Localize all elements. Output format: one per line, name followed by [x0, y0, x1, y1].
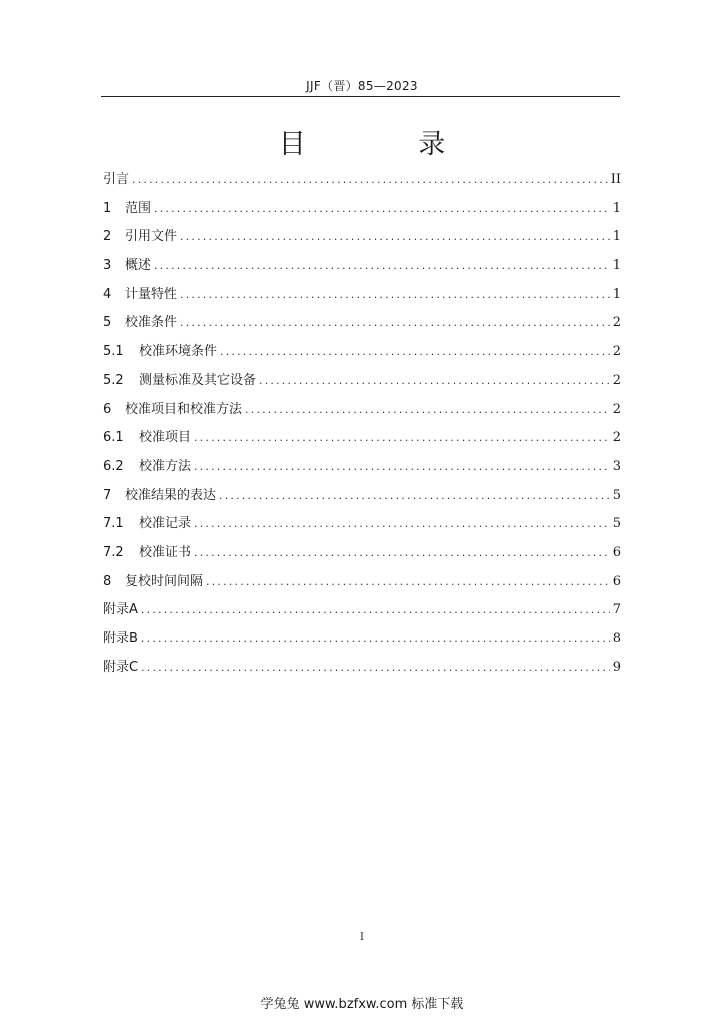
toc-page-number: 2	[612, 344, 621, 360]
toc-page-number: 2	[612, 430, 621, 446]
toc-leader-dots	[194, 453, 610, 482]
toc-leader-dots	[194, 424, 610, 453]
toc-page-number: 5	[612, 487, 621, 503]
toc-entry-label: 概述	[125, 258, 152, 274]
toc-leader-dots	[141, 625, 610, 654]
toc-entry-4[interactable]	[103, 281, 621, 310]
toc-leader-dots	[180, 223, 610, 252]
toc-entry-label: 校准记录	[139, 516, 192, 532]
toc-entry-label: 校准环境条件	[139, 344, 218, 360]
toc-entry-label: 附录A	[103, 602, 138, 618]
toc-entry-2[interactable]	[103, 223, 621, 252]
toc-entry-6-2[interactable]	[103, 453, 621, 482]
toc-entry-appendix-a[interactable]	[103, 596, 621, 625]
toc-leader-dots	[206, 568, 610, 597]
toc-page-number: 1	[612, 229, 621, 245]
toc-leader-dots	[180, 281, 610, 310]
toc-entry-appendix-c[interactable]	[103, 654, 621, 683]
toc-entry-number: 7.2	[103, 544, 124, 560]
toc-leader-dots	[154, 195, 610, 224]
toc-page-number: 7	[612, 602, 621, 618]
page-number: I	[360, 932, 364, 943]
toc-entry-number: 1	[103, 200, 112, 216]
toc-entry-label: 计量特性	[125, 286, 178, 302]
toc-page-number: 1	[612, 286, 621, 302]
toc-entry-7-1[interactable]	[103, 510, 621, 539]
toc-entry-6-1[interactable]	[103, 424, 621, 453]
toc-page-number: 8	[612, 631, 621, 646]
document-code-header: JJF（晋）85—2023	[306, 79, 418, 93]
toc-entry-number: 3	[103, 258, 112, 274]
toc-entry-number: 2	[103, 229, 112, 245]
toc-page-number: 1	[612, 258, 621, 274]
toc-entry-number: 7	[103, 487, 112, 503]
toc-entry-number: 6	[103, 401, 112, 417]
toc-entry-6[interactable]	[103, 396, 621, 425]
toc-page-number: 6	[612, 573, 621, 589]
table-of-contents	[103, 166, 621, 682]
toc-entry-number: 7.1	[103, 516, 124, 532]
toc-page-number: 6	[612, 544, 621, 560]
toc-entry-number: 5.1	[103, 344, 124, 360]
toc-entry-label: 引言	[103, 172, 130, 187]
toc-page-number: 1	[612, 200, 621, 216]
toc-leader-dots	[132, 166, 608, 195]
toc-entry-label: 校准项目和校准方法	[125, 401, 243, 417]
toc-leader-dots	[220, 338, 610, 367]
toc-entry-label: 测量标准及其它设备	[139, 372, 257, 388]
toc-entry-number: 8	[103, 573, 112, 589]
toc-entry-3[interactable]	[103, 252, 621, 281]
toc-page-number: 3	[612, 458, 621, 474]
toc-entry-appendix-b[interactable]	[103, 625, 621, 654]
toc-leader-dots	[245, 396, 610, 425]
toc-entry-7-2[interactable]	[103, 539, 621, 568]
toc-entry-number: 5.2	[103, 372, 124, 388]
toc-page-number: 2	[612, 372, 621, 388]
watermark-footer: 学兔兔 www.bzfxw.com 标准下载	[260, 997, 464, 1012]
toc-entry-preface[interactable]	[103, 166, 621, 195]
toc-entry-1[interactable]	[103, 195, 621, 224]
toc-leader-dots	[141, 596, 610, 625]
toc-entry-label: 校准项目	[139, 430, 192, 446]
toc-entry-number: 6.1	[103, 430, 124, 446]
toc-page-number: 9	[612, 659, 621, 675]
toc-leader-dots	[141, 654, 610, 683]
toc-page-number: 2	[612, 401, 621, 417]
toc-entry-number: 5	[103, 315, 112, 331]
toc-entry-number: 4	[103, 286, 112, 302]
toc-leader-dots	[180, 309, 610, 338]
toc-leader-dots	[194, 510, 610, 539]
page-title: 目 录	[278, 129, 498, 160]
toc-entry-label: 校准证书	[139, 544, 192, 560]
toc-page-number: 2	[612, 315, 621, 331]
toc-entry-7[interactable]	[103, 482, 621, 511]
toc-entry-label: 附录B	[103, 631, 138, 646]
toc-leader-dots	[194, 539, 610, 568]
toc-entry-label: 复校时间间隔	[125, 573, 204, 589]
toc-entry-label: 校准结果的表达	[125, 487, 217, 503]
toc-entry-label: 校准方法	[139, 458, 192, 474]
toc-leader-dots	[259, 367, 610, 396]
header-rule	[101, 96, 620, 97]
toc-entry-label: 引用文件	[125, 229, 178, 245]
toc-entry-label: 校准条件	[125, 315, 178, 331]
toc-entry-8[interactable]	[103, 568, 621, 597]
toc-page-number: II	[610, 172, 621, 187]
toc-leader-dots	[154, 252, 610, 281]
toc-entry-label: 范围	[125, 200, 152, 216]
toc-entry-5-2[interactable]	[103, 367, 621, 396]
toc-entry-number: 6.2	[103, 458, 124, 474]
toc-entry-label: 附录C	[103, 659, 139, 675]
toc-entry-5-1[interactable]	[103, 338, 621, 367]
toc-page-number: 5	[612, 516, 621, 532]
toc-leader-dots	[219, 482, 610, 511]
toc-entry-5[interactable]	[103, 309, 621, 338]
